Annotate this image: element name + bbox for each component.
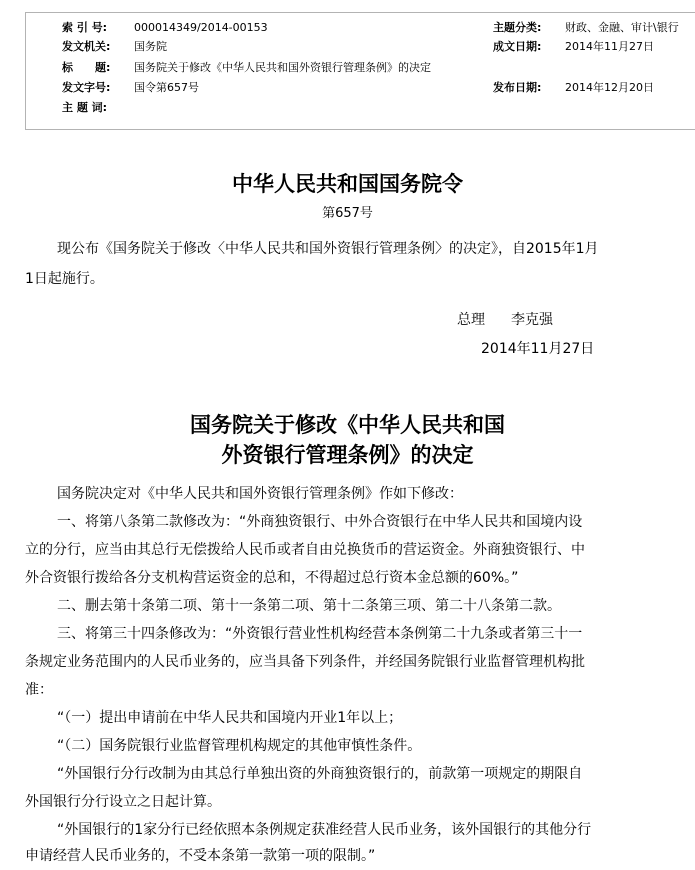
decision-item3-line3: 准： [25,682,53,698]
meta-subject [62,101,134,115]
decision-item1-line1: 一、将第八条第二款修改为：“外商独资银行、中外合资银行在中华人民共和国境内设 [57,514,583,530]
decision-clause-3-line2: 外国银行分行设立之日起计算。 [25,794,221,810]
meta-docno-label: 发文字号: [62,81,111,94]
order-body-line2: 1日起施行。 [25,271,104,287]
meta-subject-label: 主 题 词: [62,101,108,114]
meta-issuer [62,40,167,54]
decision-title [0,410,695,470]
decision-item2: 二、删去第十条第二项、第十一条第二项、第十二条第三项、第二十八条第二款。 [57,598,561,614]
decision-clause-3-line1: “外国银行分行改制为由其总行单独出资的外商独资银行的，前款第一项规定的期限自 [57,766,583,782]
meta-written-value: 2014年11月27日 [565,40,654,53]
decision-item1-line3: 外合资银行拨给各分支机构营运资金的总和，不得超过总行资本金总额的60%。” [25,570,519,586]
decision-paragraph-intro: 国务院决定对《中华人民共和国外资银行管理条例》作如下修改： [57,486,463,502]
meta-title-value: 国务院关于修改《中华人民共和国外资银行管理条例》的决定 [134,61,431,74]
decision-title-line1: 国务院关于修改《中华人民共和国 [190,412,505,437]
order-number: 第657号 [322,206,373,221]
meta-title-label: 标 题: [62,61,111,74]
meta-written-label: 成文日期: [493,40,542,53]
decision-clause-4-line2: 申请经营人民币业务的，不受本条第一款第一项的限制。” [25,848,376,864]
meta-issuer-value: 国务院 [134,40,167,53]
decision-item3-line1: 三、将第三十四条修改为：“外资银行营业性机构经营本条例第二十九条或者第三十一 [57,626,583,642]
meta-written-date [493,40,654,54]
decision-clause-2: “（二）国务院银行业监督管理机构规定的其他审慎性条件。 [57,738,422,754]
meta-index [62,21,268,35]
signer-name: 李克强 [511,312,553,328]
meta-category [493,21,679,35]
meta-index-value: 000014349/2014-00153 [134,21,268,34]
meta-index-label: 索 引 号: [62,21,108,34]
meta-publish-value: 2014年12月20日 [565,81,654,94]
decision-clause-1: “（一）提出申请前在中华人民共和国境内开业1年以上； [57,710,403,726]
meta-title [62,61,431,75]
meta-docno-value: 国令第657号 [134,81,199,94]
meta-issuer-label: 发文机关: [62,40,111,53]
meta-publish-label: 发布日期: [493,81,542,94]
order-date: 2014年11月27日 [481,341,595,357]
decision-item3-line2: 条规定业务范围内的人民币业务的，应当具备下列条件，并经国务院银行业监督管理机构批 [25,654,585,670]
order-body-line1: 现公布《国务院关于修改〈中华人民共和国外资银行管理条例〉的决定》，自2015年1月 [57,241,599,257]
meta-publish-date [493,81,654,95]
order-title: 中华人民共和国国务院令 [232,171,463,196]
meta-category-value: 财政、金融、审计\银行 [565,21,679,34]
meta-category-label: 主题分类: [493,21,542,34]
signer-title: 总理 [457,312,485,328]
decision-title-line2: 外资银行管理条例》的决定 [221,442,474,467]
decision-item1-line2: 立的分行，应当由其总行无偿拨给人民币或者自由兑换货币的营运资金。外商独资银行、中 [25,542,585,558]
decision-clause-4-line1: “外国银行的1家分行已经依照本条例规定获准经营人民币业务，该外国银行的其他分行 [57,822,592,838]
meta-docno [62,81,199,95]
